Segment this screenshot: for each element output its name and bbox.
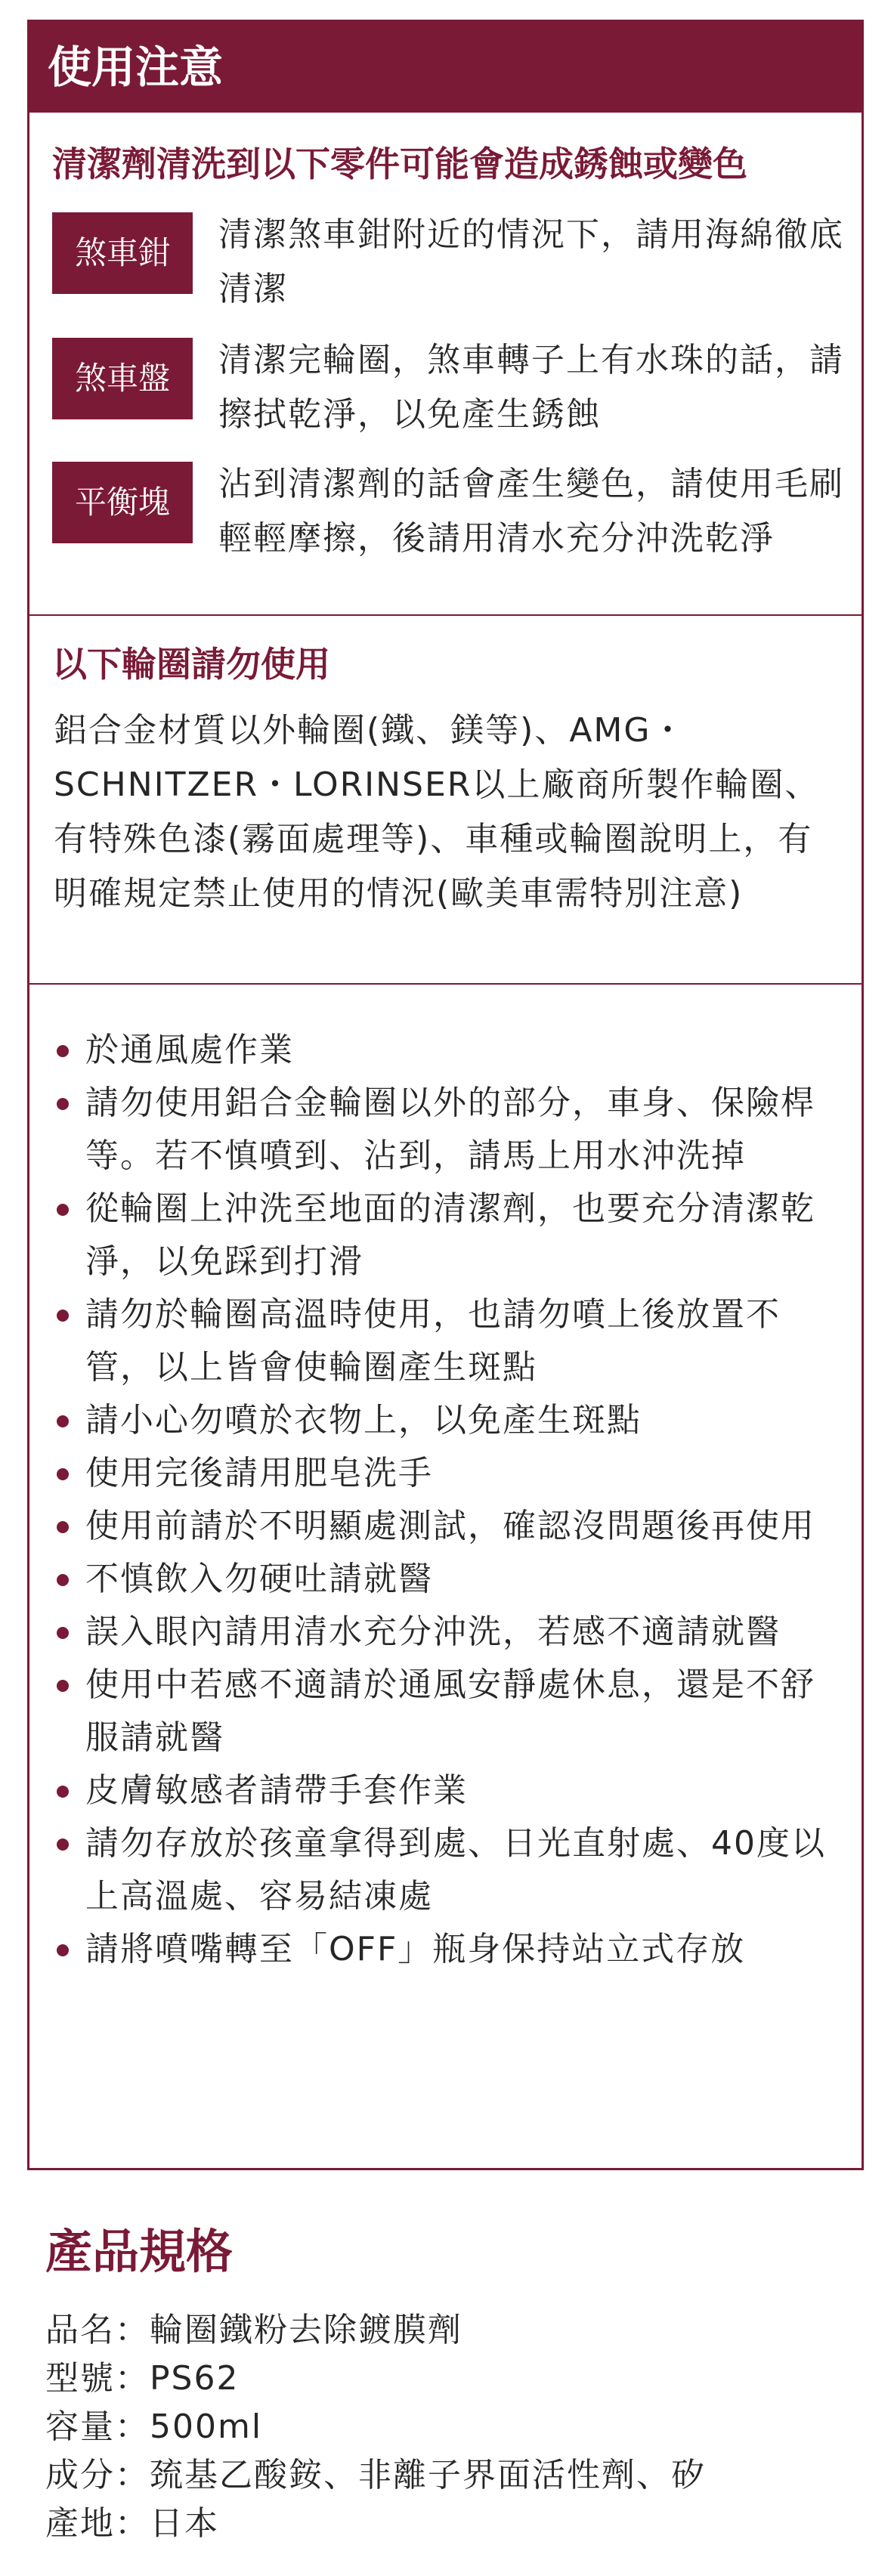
wheel-section-body: 鋁合金材質以外輪圈(鐵、鎂等)、AMG・SCHNITZER・LORINSER以上廠商所製作輪圈、有特殊色漆(霧面處理等)、車種或輪圈說明上，有明確規定禁止使用的情況(歐美車需特別注意) — [54, 711, 820, 913]
precautions-section — [29, 985, 862, 1976]
precaution-item: 皮膚敏感者請帶手套作業 — [54, 1764, 849, 1817]
notice-title: 使用注意 — [29, 22, 862, 113]
spec-capacity: 容量：500ml — [45, 2407, 263, 2446]
precaution-item: 請小心勿噴於衣物上，以免產生斑點 — [54, 1394, 849, 1447]
spec-product-name: 品名：輪圈鐵粉去除鍍膜劑 — [45, 2311, 462, 2349]
part-badge: 平衡塊 — [52, 462, 193, 543]
wheel-section-title: 以下輪圈請勿使用 — [52, 644, 330, 685]
precaution-item: 使用完後請用肥皂洗手 — [54, 1447, 849, 1500]
usage-notice-box — [27, 20, 864, 2170]
precaution-item: 誤入眼內請用清水充分沖洗，若感不適請就醫 — [54, 1606, 849, 1659]
part-description: 清潔煞車鉗附近的情況下，請用海綿徹底清潔 — [218, 215, 844, 308]
parts-section-title: 清潔劑清洗到以下零件可能會造成銹蝕或變色 — [52, 144, 747, 184]
precaution-item: 使用中若感不適請於通風安靜處休息，還是不舒服請就醫 — [54, 1659, 849, 1764]
wheel-restriction-section — [29, 616, 862, 985]
precaution-item: 從輪圈上沖洗至地面的清潔劑，也要充分清潔乾淨，以免踩到打滑 — [54, 1183, 849, 1288]
precaution-item: 請勿使用鋁合金輪圈以外的部分，車身、保險桿等。若不慎噴到、沾到，請馬上用水沖洗掉 — [54, 1077, 849, 1183]
spec-title: 產品規格 — [45, 2224, 234, 2279]
spec-list — [45, 2306, 862, 2548]
part-description: 沾到清潔劑的話會產生變色，請使用毛刷輕輕摩擦，後請用清水充分沖洗乾淨 — [218, 465, 844, 558]
precaution-item: 請勿存放於孩童拿得到處、日光直射處、40度以上高溫處、容易結凍處 — [54, 1817, 849, 1923]
spec-model-number: 型號：PS62 — [45, 2359, 240, 2398]
precaution-item: 於通風處作業 — [54, 1024, 849, 1077]
product-spec-section — [45, 2222, 862, 2548]
part-item-brake-caliper — [52, 208, 862, 317]
part-badge: 煞車盤 — [52, 338, 193, 419]
part-item-brake-disc — [52, 333, 862, 442]
precaution-item: 使用前請於不明顯處測試，確認沒問題後再使用 — [54, 1500, 849, 1553]
part-description: 清潔完輪圈，煞車轉子上有水珠的話，請擦拭乾淨，以免產生銹蝕 — [218, 341, 844, 434]
part-badge: 煞車鉗 — [52, 212, 193, 294]
parts-warning-section — [29, 113, 862, 616]
spec-ingredients: 成分：巯基乙酸銨、非離子界面活性劑、矽 — [45, 2456, 706, 2494]
part-item-balance-weight — [52, 457, 862, 566]
precaution-item: 請勿於輪圈高溫時使用，也請勿噴上後放置不管，以上皆會使輪圈產生斑點 — [54, 1288, 849, 1394]
precaution-item: 請將噴嘴轉至「OFF」瓶身保持站立式存放 — [54, 1923, 849, 1976]
spec-origin: 產地：日本 — [45, 2504, 219, 2543]
precaution-list — [29, 1024, 862, 1976]
precaution-item: 不慎飲入勿硬吐請就醫 — [54, 1553, 849, 1606]
